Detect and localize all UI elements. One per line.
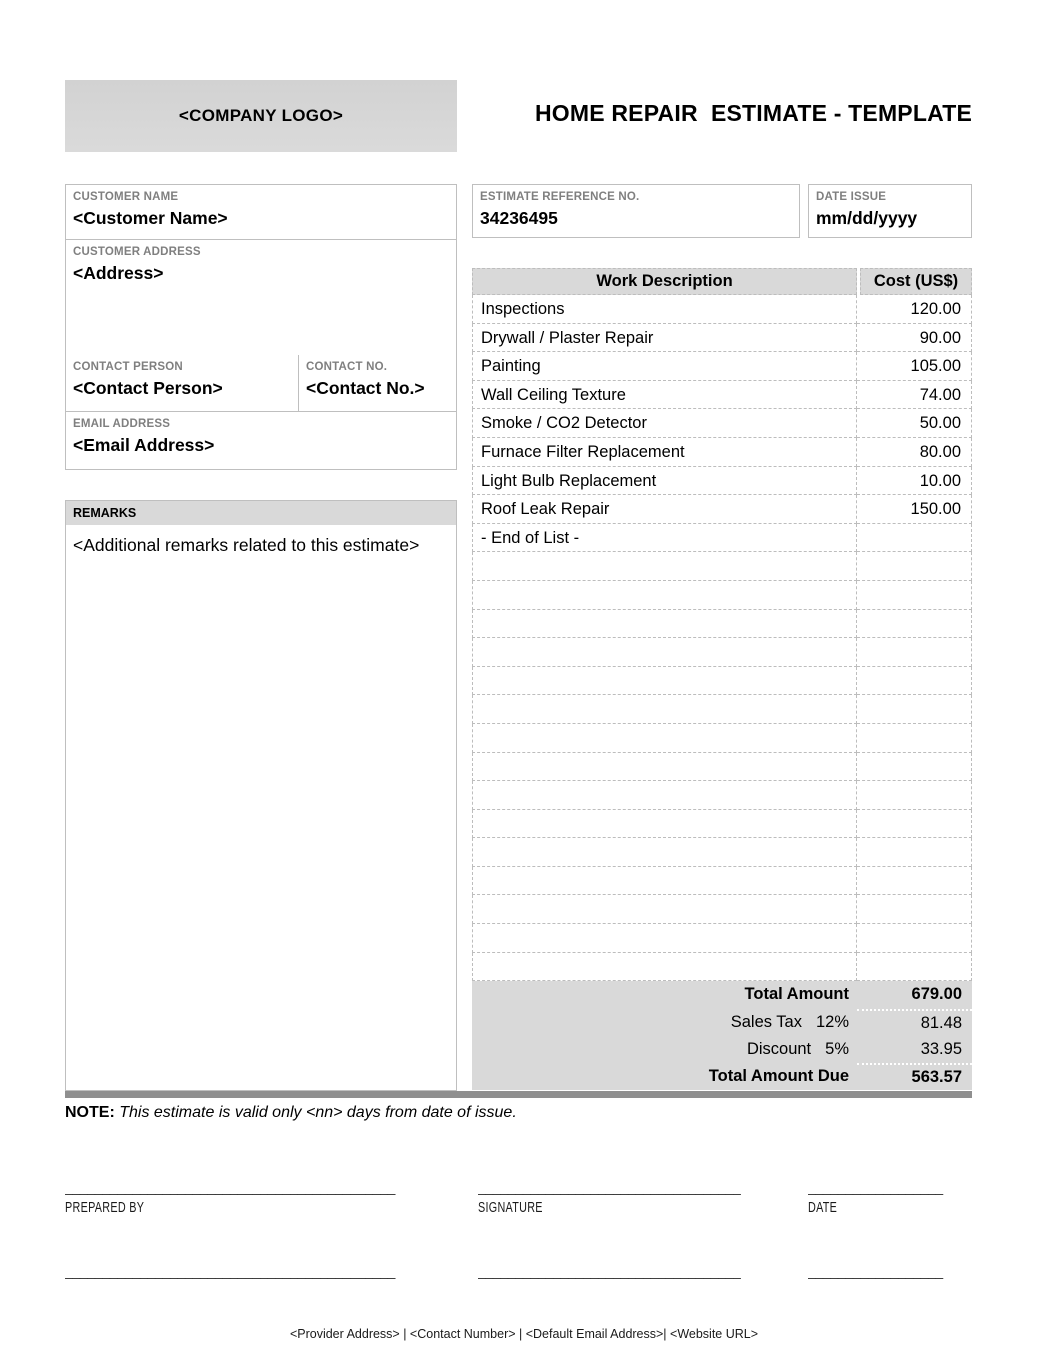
work-cost-cell[interactable] [857,667,972,696]
work-desc-cell[interactable] [472,753,857,782]
work-desc-cell[interactable] [472,724,857,753]
contact-person-value[interactable]: <Contact Person> [73,378,223,398]
contact-no-field [298,355,458,411]
prepared-by-line: ____________________________________________ [65,1180,396,1195]
total-label: Sales Tax [730,1012,802,1031]
email-field [66,411,456,469]
work-desc-cell[interactable]: - End of List - [472,524,857,553]
contact-person-label: CONTACT PERSON [73,361,183,373]
signature-block [478,1180,763,1282]
work-cost-cell[interactable]: 105.00 [857,352,972,381]
total-label-zone [472,1009,857,1036]
remarks-label: REMARKS [66,501,456,525]
date-label: DATE [808,1199,838,1216]
contact-row [66,355,456,411]
customer-name-label: CUSTOMER NAME [73,191,179,203]
company-logo-text: <COMPANY LOGO> [178,106,344,125]
date-issue-label: DATE ISSUE [816,191,887,203]
work-table-header [472,268,972,295]
work-rows [472,295,972,981]
work-row-empty [472,638,972,667]
total-row [472,1036,972,1063]
work-row-empty [472,895,972,924]
customer-info-panel [65,184,457,470]
note-label: NOTE [65,1104,110,1121]
work-desc-cell[interactable]: Drywall / Plaster Repair [472,324,857,353]
total-value: 33.95 [920,1039,962,1058]
customer-address-label: CUSTOMER ADDRESS [73,246,201,258]
work-cost-cell[interactable]: 120.00 [857,295,972,324]
total-label: Total Amount [744,985,849,1004]
work-cost-cell[interactable] [857,781,972,810]
estimate-ref-label: ESTIMATE REFERENCE NO. [480,191,640,203]
work-desc-cell[interactable]: Painting [472,352,857,381]
work-row-empty [472,810,972,839]
work-cost-cell[interactable] [857,753,972,782]
work-table [472,268,972,1090]
work-desc-cell[interactable] [472,581,857,610]
signature-line: ___________________________________ [478,1180,741,1195]
work-desc-cell[interactable]: Smoke / CO2 Detector [472,409,857,438]
work-desc-cell[interactable] [472,838,857,867]
work-description-header: Work Description [472,268,857,295]
contact-no-label: CONTACT NO. [306,361,388,373]
work-cost-cell[interactable]: 80.00 [857,438,972,467]
work-desc-cell[interactable] [472,610,857,639]
work-row-empty [472,867,972,896]
date-line: __________________ [808,1180,944,1195]
remarks-value[interactable]: <Additional remarks related to this estimate> [73,535,420,555]
signature-line-2: ___________________________________ [478,1264,741,1279]
total-row [472,1063,972,1090]
work-desc-cell[interactable] [472,867,857,896]
email-label: EMAIL ADDRESS [73,418,171,430]
date-line-2: __________________ [808,1264,944,1279]
work-cost-cell[interactable]: 150.00 [857,495,972,524]
validity-note [65,1100,517,1126]
work-cost-cell[interactable] [857,867,972,896]
work-row-empty [472,924,972,953]
work-cost-cell[interactable]: 10.00 [857,467,972,496]
signature-label: SIGNATURE [478,1199,543,1216]
work-desc-cell[interactable] [472,895,857,924]
work-row-empty [472,953,972,982]
work-cost-cell[interactable] [857,638,972,667]
customer-name-field [66,185,456,239]
work-row-empty [472,838,972,867]
work-cost-cell[interactable] [857,810,972,839]
total-row [472,1009,972,1036]
work-desc-cell[interactable] [472,924,857,953]
work-cost-cell[interactable] [857,924,972,953]
work-desc-cell[interactable] [472,953,857,982]
work-cost-cell[interactable] [857,695,972,724]
work-cost-cell[interactable] [857,895,972,924]
company-logo-placeholder [65,80,457,152]
work-row-empty [472,724,972,753]
work-desc-cell[interactable] [472,667,857,696]
work-row-empty [472,695,972,724]
work-row [472,438,972,467]
total-label: Discount [746,1039,812,1058]
work-row-empty [472,781,972,810]
work-desc-cell[interactable] [472,781,857,810]
work-desc-cell[interactable]: Wall Ceiling Texture [472,381,857,410]
work-desc-cell[interactable]: Furnace Filter Replacement [472,438,857,467]
work-cost-cell[interactable] [857,524,972,553]
totals-section [472,981,972,1090]
work-cost-cell[interactable] [857,838,972,867]
work-cost-cell[interactable] [857,724,972,753]
customer-address-value[interactable]: <Address> [73,263,164,283]
date-block [808,1180,963,1282]
email-value[interactable]: <Email Address> [73,435,215,455]
estimate-ref-field [472,184,800,238]
total-value: 81.48 [857,1009,972,1036]
work-row [472,324,972,353]
date-issue-field [808,184,972,238]
work-row [472,467,972,496]
work-row-empty [472,610,972,639]
remarks-panel [65,500,457,1091]
work-row [472,409,972,438]
work-row [472,352,972,381]
work-row-empty [472,581,972,610]
work-cost-cell[interactable]: 90.00 [857,324,972,353]
total-label-zone [472,981,857,1008]
customer-name-value[interactable]: <Customer Name> [73,208,228,228]
total-label: Total Amount Due [708,1067,849,1086]
work-cost-cell[interactable] [857,953,972,982]
work-desc-cell[interactable] [472,695,857,724]
note-text: This estimate is valid only <nn> days from date of issue. [119,1104,517,1121]
work-desc-cell[interactable]: Light Bulb Replacement [472,467,857,496]
work-desc-cell[interactable]: Inspections [472,295,857,324]
total-label-zone [472,1036,857,1063]
work-desc-cell[interactable] [472,638,857,667]
prepared-by-label: PREPARED BY [65,1199,145,1216]
document-title: HOME REPAIR ESTIMATE - TEMPLATE [534,100,972,126]
work-row-empty [472,552,972,581]
prepared-by-block [65,1180,420,1282]
contact-person-field [66,355,298,411]
work-cost-cell[interactable] [857,610,972,639]
cost-header: Cost (US$) [860,268,972,295]
work-cost-cell[interactable] [857,552,972,581]
total-rate[interactable]: 5% [825,1039,849,1058]
date-issue-value[interactable]: mm/dd/yyyy [816,208,918,228]
work-row-empty [472,753,972,782]
work-cost-cell[interactable]: 74.00 [857,381,972,410]
total-rate[interactable]: 12% [815,1012,849,1031]
contact-no-value[interactable]: <Contact No.> [306,378,425,398]
work-cost-cell[interactable] [857,581,972,610]
estimate-ref-value[interactable]: 34236495 [480,208,558,228]
work-row [472,495,972,524]
work-desc-cell[interactable] [472,810,857,839]
work-row-empty [472,667,972,696]
total-value: 679.00 [911,985,962,1004]
work-row [472,295,972,324]
total-row [472,981,972,1008]
customer-address-field [66,239,456,355]
work-desc-cell[interactable] [472,552,857,581]
work-row [472,524,972,553]
work-cost-cell[interactable]: 50.00 [857,409,972,438]
prepared-by-line-2: ____________________________________________ [65,1264,396,1279]
total-value: 563.57 [857,1063,972,1090]
total-label-zone [472,1063,857,1090]
bottom-divider-bar [65,1091,972,1098]
work-row [472,381,972,410]
note-separator: : [109,1104,120,1121]
provider-footer: <Provider Address> | <Contact Number> | <Default Email Address>| <Website URL> [289,1327,759,1341]
work-desc-cell[interactable]: Roof Leak Repair [472,495,857,524]
